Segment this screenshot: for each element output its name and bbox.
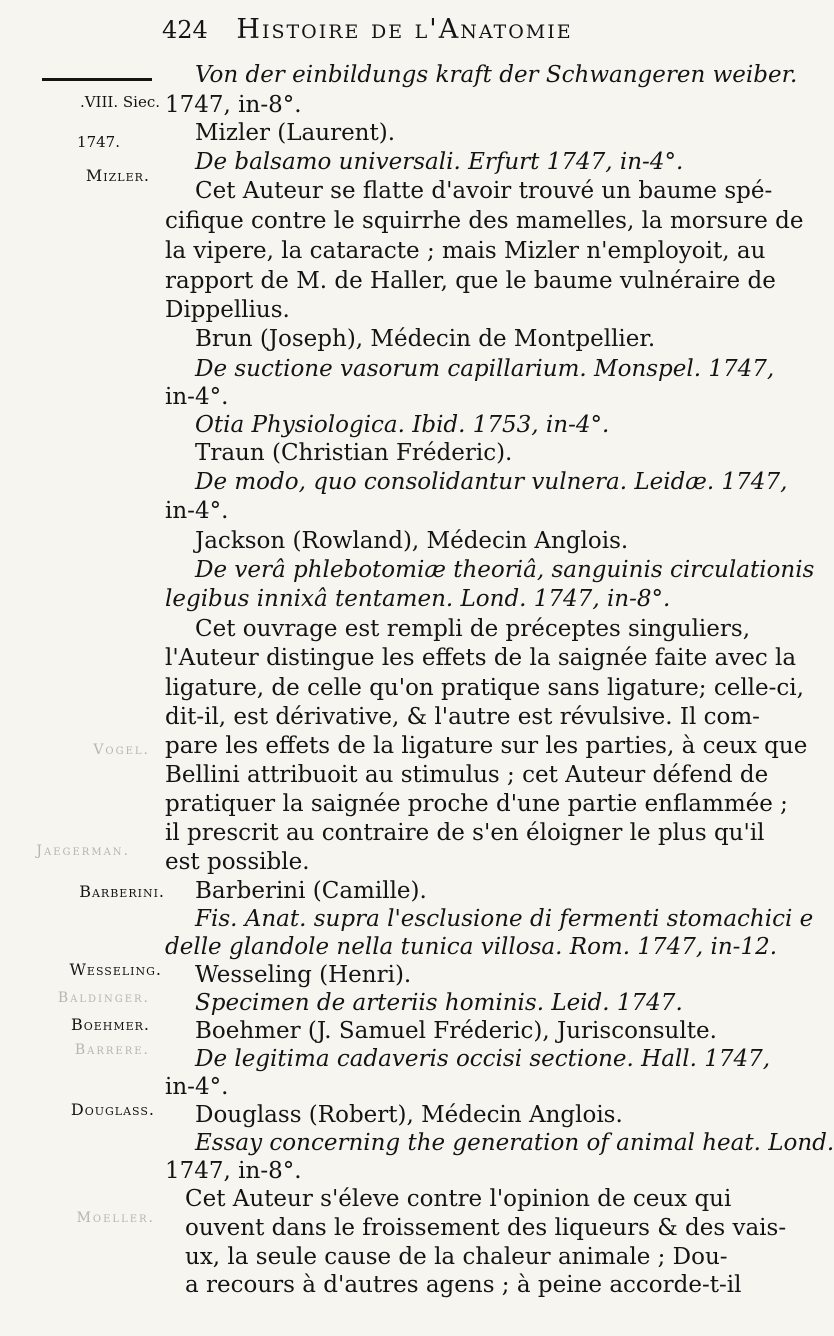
page-number: 424 (162, 16, 208, 44)
text-line: pratiquer la saignée proche d'une partie enflammée ; (165, 791, 788, 817)
text-line: De modo, quo consolidantur vulnera. Leidæ. 1747, (195, 469, 788, 495)
text-line: ux, la seule cause de la chaleur animale ; Dou- (185, 1244, 728, 1270)
text-line: cifique contre le squirrhe des mamelles, la morsure de (165, 208, 804, 234)
text-line: a recours à d'autres agens ; à peine accorde-t-il (185, 1272, 742, 1298)
text-line: Mizler (Laurent). (195, 120, 396, 146)
margin-note-barberini: Barberini. (79, 882, 165, 901)
text-line: Cet Auteur s'éleve contre l'opinion de ceux qui (185, 1186, 732, 1212)
text-line: Von der einbildungs kraft der Schwangeren weiber. (195, 62, 798, 88)
margin-bleed-barrere: Barrere. (74, 1042, 150, 1058)
text-line: Brun (Joseph), Médecin de Montpellier. (195, 326, 656, 352)
text-line: Essay concerning the generation of animal heat. Lond. (195, 1130, 834, 1156)
text-line: dit-il, est dérivative, & l'autre est révulsive. Il com- (165, 704, 760, 730)
text-line: 1747, in-8°. (165, 92, 302, 118)
text-line: Otia Physiologica. Ibid. 1753, in-4°. (195, 412, 610, 438)
text-line: Douglass (Robert), Médecin Anglois. (195, 1102, 623, 1128)
text-line: il prescrit au contraire de s'en éloigner le plus qu'il (165, 820, 765, 846)
text-line: pare les effets de la ligature sur les parties, à ceux que (165, 733, 808, 759)
running-title: Histoire de l'Anatomie (236, 14, 573, 45)
margin-note-century: .VIII. Siec. (79, 93, 160, 111)
text-line: l'Auteur distingue les effets de la saignée faite avec la (165, 645, 797, 671)
margin-note-douglass: Douglass. (70, 1100, 155, 1119)
text-line: Boehmer (J. Samuel Fréderic), Jurisconsulte. (195, 1018, 717, 1044)
text-line: Cet Auteur se flatte d'avoir trouvé un baume spé- (195, 178, 773, 204)
margin-bleed-baldinger: Baldinger. (57, 990, 150, 1006)
margin-bleed-moeller: Moeller. (76, 1210, 155, 1226)
text-line: De verâ phlebotomiæ theoriâ, sanguinis circulationis (195, 557, 815, 583)
margin-bleed-vogel: Vogel. (93, 742, 150, 758)
text-line: ouvent dans le froissement des liqueurs & des vais- (185, 1215, 787, 1241)
text-line: Specimen de arteriis hominis. Leid. 1747. (195, 990, 683, 1016)
text-line: Traun (Christian Fréderic). (195, 440, 513, 466)
text-line: De legitima cadaveris occisi sectione. Hall. 1747, (195, 1046, 771, 1072)
text-line: Fis. Anat. supra l'esclusione di fermenti stomachici e (195, 906, 814, 932)
text-line: Jackson (Rowland), Médecin Anglois. (195, 528, 629, 554)
text-line: in-4°. (165, 498, 229, 524)
text-line: De suctione vasorum capillarium. Monspel. 1747, (195, 356, 775, 382)
margin-rule (42, 78, 152, 81)
text-line: Bellini attribuoit au stimulus ; cet Auteur défend de (165, 762, 769, 788)
text-line: legibus innixâ tentamen. Lond. 1747, in-8°. (165, 586, 671, 612)
margin-note-mizler: Mizler. (85, 166, 150, 185)
text-line: delle glandole nella tunica villosa. Rom. 1747, in-12. (165, 934, 778, 960)
text-line: Barberini (Camille). (195, 878, 427, 904)
margin-note-wesseling: Wesseling. (69, 960, 162, 979)
text-line: De balsamo universali. Erfurt 1747, in-4°. (195, 149, 684, 175)
text-line: Cet ouvrage est rempli de préceptes singuliers, (195, 616, 750, 642)
text-line: Wesseling (Henri). (195, 962, 412, 988)
text-line: rapport de M. de Haller, que le baume vulnéraire de (165, 268, 776, 294)
text-line: in-4°. (165, 1074, 229, 1100)
text-line: la vipere, la cataracte ; mais Mizler n'employoit, au (165, 238, 766, 264)
text-line: est possible. (165, 849, 310, 875)
running-header (162, 14, 762, 54)
text-line: ligature, de celle qu'on pratique sans ligature; celle-ci, (165, 675, 804, 701)
text-line: 1747, in-8°. (165, 1158, 302, 1184)
text-line: Dippellius. (165, 297, 290, 323)
text-line: in-4°. (165, 384, 229, 410)
margin-note-boehmer: Boehmer. (70, 1015, 150, 1034)
margin-bleed-jaegerman: Jaegerman. (36, 843, 130, 859)
margin-note-year: 1747. (77, 133, 120, 151)
